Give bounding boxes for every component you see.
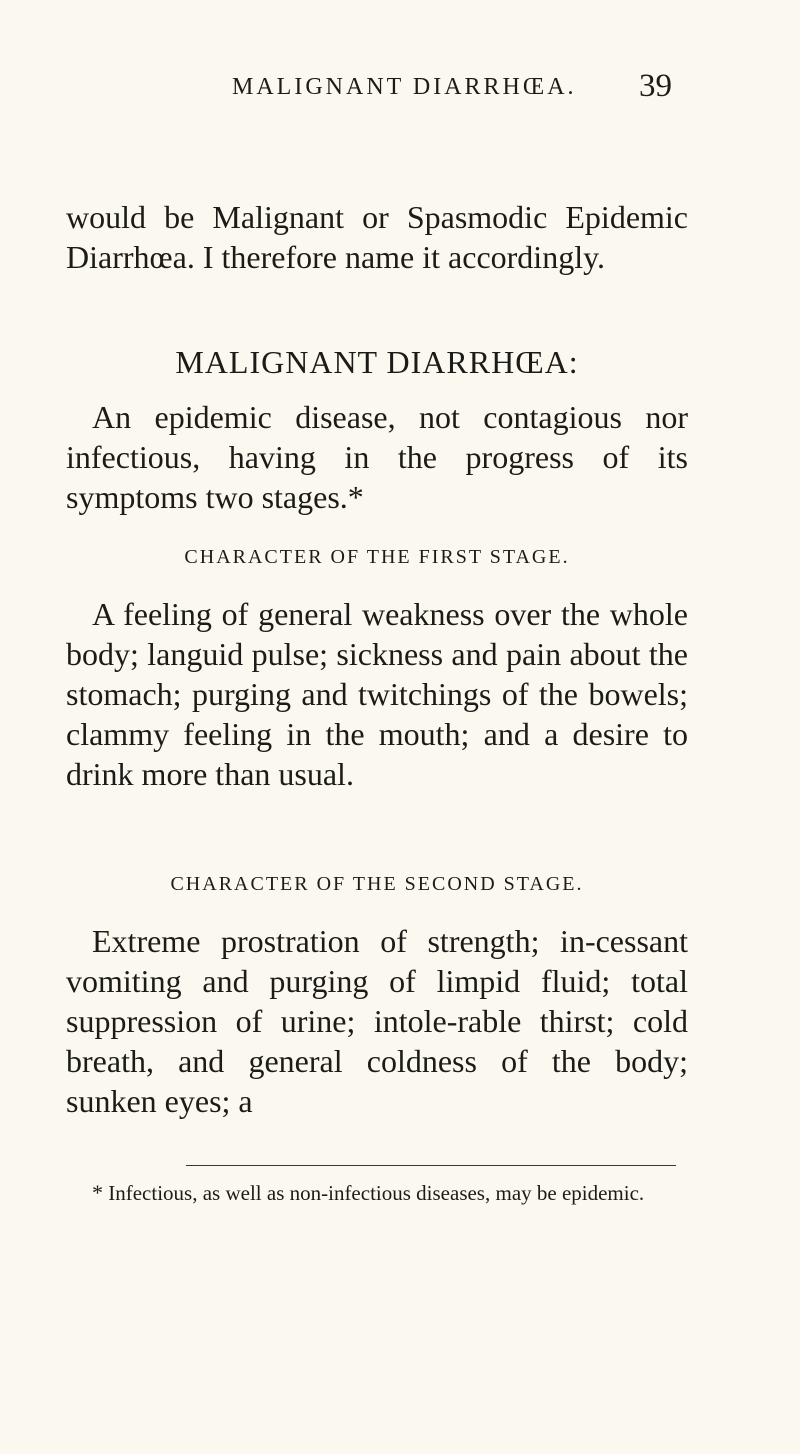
- paragraph-intro: would be Malignant or Spasmodic Epidemic Diarrhœa. I therefore name it accordingly.: [66, 199, 688, 275]
- page-number: 39: [639, 68, 672, 104]
- paragraph-second-stage: Extreme prostration of strength; in-cessant vomiting and purging of limpid fluid; total suppression of urine; intole-rable thirst; cold breath, and general coldness of the body; sunken eyes; a: [66, 923, 688, 1119]
- footnote: [66, 1175, 688, 1211]
- footnote-rule: [186, 1165, 676, 1166]
- subheading-second-stage: CHARACTER OF THE SECOND STAGE.: [170, 873, 584, 895]
- subheading-first-stage: CHARACTER OF THE FIRST STAGE.: [184, 546, 570, 568]
- running-head-title: MALIGNANT DIARRHŒA.: [232, 74, 577, 100]
- footnote-marker: *: [92, 1180, 103, 1205]
- section-heading-malignant-diarrhoea: MALIGNANT DIARRHŒA:: [175, 344, 579, 380]
- paragraph-definition: An epidemic disease, not contagious nor infectious, having in the progress of its symptoms two stages.*: [66, 399, 688, 515]
- running-head: [232, 68, 672, 114]
- footnote-text: Infectious, as well as non-infectious diseases, may be epidemic.: [108, 1181, 645, 1205]
- paragraph-first-stage: A feeling of general weakness over the whole body; languid pulse; sickness and pain about the stomach; purging and twitchings of the bowels; clammy feeling in the mouth; and a desire to drink more than usual.: [66, 596, 688, 792]
